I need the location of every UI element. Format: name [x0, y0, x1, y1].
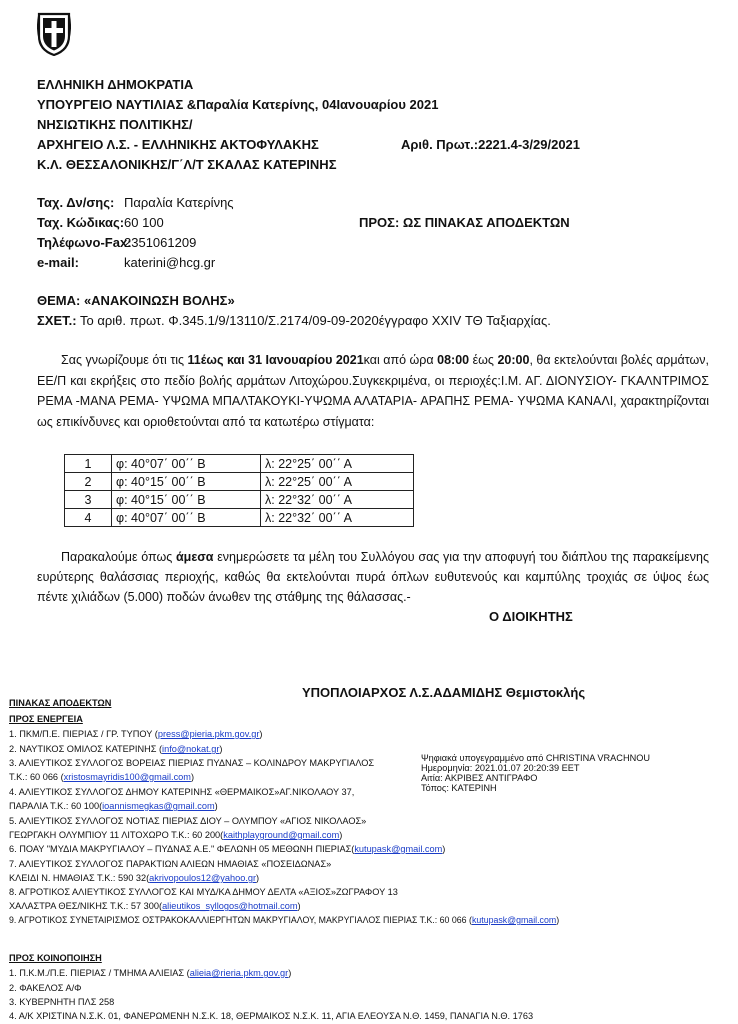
list-item [9, 900, 301, 913]
recipient-email-link[interactable]: info@nokat.gr [162, 744, 220, 754]
signature-location: Τόπος: ΚΑΤΕΡΙΝΗ [421, 783, 497, 793]
recipient-text-end: ) [297, 901, 301, 911]
p2-emphasis: άμεσα [175, 550, 214, 564]
p1-time-from: 08:00 [437, 353, 470, 367]
officer-name: ΥΠΟΠΛΟΙΑΡΧΟΣ Λ.Σ.ΑΔΑΜΙΔΗΣ Θεμιστοκλής [302, 685, 586, 700]
list-item [9, 728, 262, 741]
list-item: 8. ΑΓΡΟΤΙΚΟΣ ΑΛΙΕΥΤΙΚΟΣ ΣΥΛΛΟΓΟΣ ΚΑΙ ΜΥΔ/ΚΑ ΔΗΜΟΥ ΔΕΛΤΑ «ΑΞΙΟΣ»ΖΩΓΡΑΦΟΥ 13 [9, 887, 398, 897]
point-number: 2 [65, 473, 112, 491]
recipient-email-link[interactable]: alieutikos_syllogos@hotmail.com [162, 901, 298, 911]
table-row [65, 509, 414, 527]
recipient-text: 9. ΑΓΡΟΤΙΚΟΣ ΣΥΝΕΤΑΙΡΙΣΜΟΣ ΟΣΤΡΑΚΟΚΑΛΛΙΕΡΓΗΤΩΝ ΜΑΚΡΥΓΙΑΛΟΥ, ΜΑΚΡΥΓΙΑΛΟΣ ΠΙΕΡΙΑΣ Τ.Κ.: 60 066 ( [9, 915, 472, 925]
point-latitude: φ: 40°07΄ 00΄΄ Β [112, 455, 261, 473]
email-value: katerini@hcg.gr [124, 255, 216, 270]
p1-time-intro: και από ώρα [363, 353, 438, 367]
p1-intro: Σας γνωρίζουμε ότι τις [61, 353, 188, 367]
recipient-text-end: ) [556, 915, 560, 925]
list-item [9, 967, 291, 980]
point-longitude: λ: 22°25΄ 00΄΄ Α [261, 473, 414, 491]
republic-heading: ΕΛΛΗΝΙΚΗ ΔΗΜΟΚΡΑΤΙΑ [37, 77, 194, 92]
list-item [9, 829, 342, 842]
list-item [9, 843, 445, 856]
p1-dates: 11έως και 31 Ιανουαρίου 2021 [187, 353, 364, 367]
recipient-email-link[interactable]: alieia@rieria.pkm.gov.gr [189, 968, 289, 978]
recipient-text-end: ) [190, 772, 194, 782]
recipient-text-end: ) [442, 844, 446, 854]
reference-label: ΣΧΕΤ.: [37, 313, 77, 328]
digital-signature [421, 753, 650, 793]
list-item [9, 771, 194, 784]
recipient-email-link[interactable]: xristosmayridis100@gmail.com [63, 772, 191, 782]
recipient-email-link[interactable]: kutupask@gmail.com [471, 915, 557, 925]
recipient-text: ΠΑΡΑΛΙΑ Τ.Κ.: 60 100( [9, 801, 103, 811]
p1-time-sep: έως [469, 353, 498, 367]
list-item: 4. ΑΛΙΕΥΤΙΚΟΣ ΣΥΛΛΟΓΟΣ ΔΗΜΟΥ ΚΑΤΕΡΙΝΗΣ «ΘΕΡΜΑΙΚΟΣ»ΑΓ.ΝΙΚΟΛΑΟΥ 37, [9, 787, 355, 797]
request-paragraph [37, 547, 709, 607]
recipient-text: ΓΕΩΡΓΑΚΗ ΟΛΥΜΠΙΟΥ 11 ΛΙΤΟΧΩΡΟ Τ.Κ.: 60 200( [9, 830, 224, 840]
list-item: 2. ΦΑΚΕΛΟΣ Α/Φ [9, 983, 82, 993]
recipient-text-end: ) [259, 729, 263, 739]
table-row [65, 455, 414, 473]
recipient-text: ΚΛΕΙΔΙ Ν. ΗΜΑΘΙΑΣ Τ.Κ.: 590 32( [9, 873, 150, 883]
ministry-heading [37, 96, 438, 113]
point-longitude: λ: 22°32΄ 00΄΄ Α [261, 509, 414, 527]
station-heading: Κ.Λ. ΘΕΣΣΑΛΟΝΙΚΗΣ/Γ΄Λ/Τ ΣΚΑΛΑΣ ΚΑΤΕΡΙΝΗΣ [37, 157, 337, 172]
p2-rest: ενημερώσετε τα μέλη του Συλλόγου σας για την αποφυγή του διάπλου της παρακείμενης ευρύτερης θαλάσσιας περιοχής, καθώς θα εκτελούνται πυρά όπλων ευθυτενούς και καμπύλης τροχιάς σε ύψος έως πέντε χιλιάδων (5.000) ποδών άνωθεν της στάθμης της θάλασσας.- [37, 550, 709, 604]
p1-time-to: 20:00 [497, 353, 530, 367]
point-latitude: φ: 40°07΄ 00΄΄ Β [112, 509, 261, 527]
recipient-email-link[interactable]: akrivopoulos12@yahoo.gr [149, 873, 257, 883]
action-title: ΠΡΟΣ ΕΝΕΡΓΕΙΑ [9, 714, 83, 724]
recipients-to: ΠΡΟΣ: ΩΣ ΠΙΝΑΚΑΣ ΑΠΟΔΕΚΤΩΝ [359, 215, 570, 230]
list-item [9, 914, 559, 927]
postal-label: Ταχ. Κώδικας: [37, 215, 125, 230]
table-row [65, 491, 414, 509]
phone-label: Τηλέφωνο-Fax: [37, 235, 132, 250]
coordinates-table [64, 454, 414, 527]
info-title: ΠΡΟΣ ΚΟΙΝΟΠΟΙΗΣΗ [9, 953, 102, 963]
recipient-text: 2. ΝΑΥΤΙΚΟΣ ΟΜΙΛΟΣ ΚΑΤΕΡΙΝΗΣ ( [9, 744, 163, 754]
recipient-email-link[interactable]: press@pieria.pkm.gov.gr [157, 729, 260, 739]
list-item [9, 800, 218, 813]
list-item: 7. ΑΛΙΕΥΤΙΚΟΣ ΣΥΛΛΟΓΟΣ ΠΑΡΑΚΤΙΩΝ ΑΛΙΕΩΝ ΗΜΑΘΙΑΣ «ΠΟΣΕΙΔΩΝΑΣ» [9, 859, 332, 869]
recipient-text-end: ) [219, 744, 223, 754]
list-item: 4. Α/Κ ΧΡΙΣΤΙΝΑ Ν.Σ.Κ. 01, ΦΑΝΕΡΩΜΕΝΗ Ν.Σ.Κ. 18, ΘΕΡΜΑΙΚΟΣ Ν.Σ.Κ. 11, ΑΓΙΑ ΕΛΕΟΥΣΑ Ν.Θ. 1459, ΠΑΝΑΓΙΑ Ν.Θ. 1763 [9, 1011, 534, 1021]
recipient-text-end: ) [256, 873, 260, 883]
phone-value: 2351061209 [124, 235, 197, 250]
point-longitude: λ: 22°25΄ 00΄΄ Α [261, 455, 414, 473]
recipient-text-end: ) [288, 968, 292, 978]
list-item [9, 743, 222, 756]
list-item: 3. ΚΥΒΕΡΝΗΤΗ ΠΛΣ 258 [9, 997, 115, 1007]
protocol-number: Αριθ. Πρωτ.:2221.4-3/29/2021 [401, 137, 581, 152]
list-item: 3. ΑΛΙΕΥΤΙΚΟΣ ΣΥΛΛΟΓΟΣ ΒΟΡΕΙΑΣ ΠΙΕΡΙΑΣ ΠΥΔΝΑΣ – ΚΟΛΙΝΔΡΟΥ ΜΑΚΡΥΓΙΑΛΟΣ [9, 758, 375, 768]
recipient-email-link[interactable]: kaithplayground@gmail.com [223, 830, 340, 840]
point-number: 3 [65, 491, 112, 509]
postal-value: 60 100 [124, 215, 164, 230]
point-number: 1 [65, 455, 112, 473]
recipient-text: 1. ΠΚΜ/Π.Ε. ΠΙΕΡΙΑΣ / ΓΡ. ΤΥΠΟΥ ( [9, 729, 158, 739]
list-item: 5. ΑΛΙΕΥΤΙΚΟΣ ΣΥΛΛΟΓΟΣ ΝΟΤΙΑΣ ΠΙΕΡΙΑΣ ΔΙΟΥ – ΟΛΥΜΠΟΥ «ΑΓΙΟΣ ΝΙΚΟΛΑΟΣ» [9, 816, 367, 826]
p1-rest: , θα εκτελούνται βολές αρμάτων, ΕΕ/Π και εκρήξεις στο πεδίο βολής αρμάτων Λιτοχώρου.Συγκεκριμένα, οι περιοχές:Ι.Μ. ΑΓ. ΔΙΟΝΥΣΙΟΥ- ΓΚΑΛΝΤΡΙΜΟΣ ΡΕΜΑ -ΜΑΝΑ ΡΕΜΑ- ΥΨΩΜΑ ΜΠΑΛΤΑΚΟΥΚΙ-ΥΨΩΜΑ ΑΛΑΤΑΡΙΑ- ΑΡΑΠΗΣ ΡΕΜΑ- ΥΨΩΜΑ ΚΑΝΑΛΙ, χαρακτηρίζονται ως επικίνδυνες και οριοθετούνται από τα κατωτέρω στίγματα: [37, 353, 709, 429]
address-label: Ταχ. Δν/σης: [37, 195, 115, 210]
point-latitude: φ: 40°15΄ 00΄΄ Β [112, 491, 261, 509]
recipient-text: ΧΑΛΑΣΤΡΑ ΘΕΣ/ΝΙΚΗΣ Τ.Κ.: 57 300( [9, 901, 163, 911]
signature-signer: Ψηφιακά υπογεγραμμένο από CHRISTINA VRACHNOU [421, 753, 650, 763]
list-item [9, 872, 259, 885]
address-value: Παραλία Κατερίνης [124, 195, 234, 210]
ministry-name: ΥΠΟΥΡΓΕΙΟ ΝΑΥΤΙΛΙΑΣ & [37, 97, 197, 112]
recipient-email-link[interactable]: ioannismegkas@gmail.com [102, 801, 215, 811]
point-longitude: λ: 22°32΄ 00΄΄ Α [261, 491, 414, 509]
recipient-text-end: ) [214, 801, 218, 811]
reference-text: Το αριθ. πρωτ. Φ.345.1/9/13110/Σ.2174/09-09-2020έγγραφο XXIV ΤΘ Ταξιαρχίας. [76, 313, 551, 328]
signature-reason: Αιτία: ΑΚΡΙΒΕΣ ΑΝΤΙΓΡΑΦΟ [421, 773, 538, 783]
signature-date: Ημερομηνία: 2021.01.07 20:20:39 EET [421, 763, 580, 773]
place-date: Παραλία Κατερίνης, 04Ιανουαρίου 2021 [196, 97, 439, 112]
recipient-text-end: ) [339, 830, 343, 840]
policy-heading: ΝΗΣΙΩΤΙΚΗΣ ΠΟΛΙΤΙΚΗΣ/ [37, 117, 193, 132]
table-row [65, 473, 414, 491]
point-latitude: φ: 40°15΄ 00΄΄ Β [112, 473, 261, 491]
recipient-text: 6. ΠΟΑΥ "ΜΥΔΙΑ ΜΑΚΡΥΓΙΑΛΟΥ – ΠΥΔΝΑΣ Α.Ε." ΦΕΛΩΝΗ 05 ΜΕΘΩΝΗ ΠΙΕΡΙΑΣ( [9, 844, 355, 854]
reference-line [37, 312, 551, 329]
recipient-text: 1. Π.Κ.Μ./Π.Ε. ΠΙΕΡΙΑΣ / ΤΜΗΜΑ ΑΛΙΕΙΑΣ ( [9, 968, 190, 978]
subject-title: ΘΕΜΑ: «ΑΝΑΚΟΙΝΩΣΗ ΒΟΛΗΣ» [37, 293, 235, 308]
p2-intro: Παρακαλούμε όπως [61, 550, 176, 564]
hq-heading: ΑΡΧΗΓΕΙΟ Λ.Σ. - ΕΛΛΗΝΙΚΗΣ ΑΚΤΟΦΥΛΑΚΗΣ [37, 137, 319, 152]
email-label: e-mail: [37, 255, 79, 270]
commander-title: Ο ΔΙΟΙΚΗΤΗΣ [489, 609, 573, 624]
recipient-email-link[interactable]: kutupask@gmail.com [354, 844, 443, 854]
greek-coat-of-arms-emblem [37, 12, 71, 56]
point-number: 4 [65, 509, 112, 527]
recipient-text: Τ.Κ.: 60 066 ( [9, 772, 64, 782]
recipients-title: ΠΙΝΑΚΑΣ ΑΠΟΔΕΚΤΩΝ [9, 698, 112, 708]
announcement-paragraph [37, 350, 709, 432]
